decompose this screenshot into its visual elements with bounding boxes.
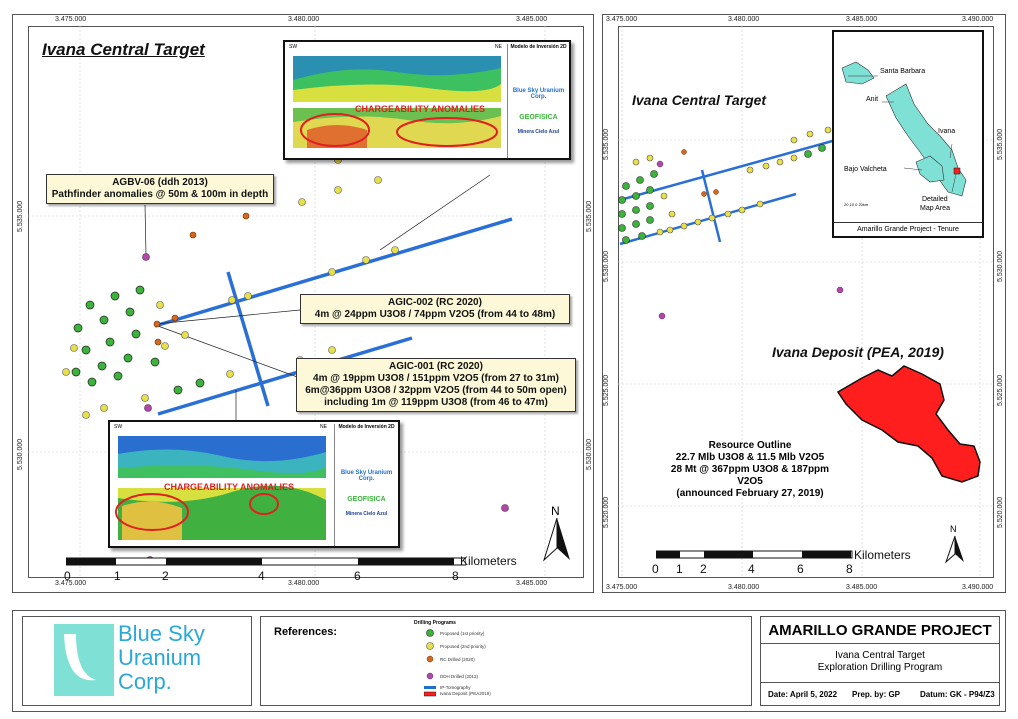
- right-scale-bar: [656, 550, 856, 560]
- ip-section-top-anomaly-label: CHARGEABILITY ANOMALIES: [355, 104, 486, 114]
- resource-line1: Resource Outline: [708, 440, 792, 451]
- callout-agic002-line2: 4m @ 24ppm U3O8 / 74ppm V2O5 (from 44 to 48m): [314, 309, 556, 320]
- ip-section-top-brand2: GEOFISICA: [519, 114, 558, 121]
- ip-section-bottom-sidebar: [334, 424, 398, 546]
- right-side-coord-2: 5.530.000: [603, 250, 610, 282]
- ip-section-bottom-brand1: Blue Sky Uranium Corp.: [340, 470, 393, 482]
- left-bottom-coord-2: 3.480.000: [288, 580, 320, 587]
- ip-section-top-sidebar: [507, 44, 569, 158]
- right-map-title: Ivana Central Target: [632, 92, 767, 108]
- callout-agbv06-line1: AGBV-06 (ddh 2013): [112, 177, 208, 188]
- right-side-coord-3: 5.525.000: [603, 374, 610, 406]
- inset-label-map-area: Map Area: [920, 205, 950, 212]
- legend-proposed-1st: Proposed (1st priority): [440, 631, 485, 636]
- left-side-coord-1: 5.535.000: [17, 200, 24, 232]
- right-top-coord-3: 3.485.000: [846, 16, 878, 23]
- right-top-coord-1: 3.475.000: [606, 16, 638, 23]
- left-bottom-coord-3: 3.485.000: [516, 580, 548, 587]
- logo-line3: Corp.: [118, 669, 172, 694]
- proposed-1st-left: [72, 286, 204, 394]
- right-scale-6: 6: [797, 562, 804, 576]
- callout-agic002: [300, 294, 570, 324]
- project-subtitle2: Exploration Drilling Program: [817, 662, 943, 673]
- inset-label-ivana: Ivana: [938, 128, 956, 135]
- left-side-coord-2r: 5.530.000: [586, 438, 593, 470]
- project-title: AMARILLO GRANDE PROJECT: [760, 622, 1000, 644]
- right-north-arrow: [944, 524, 966, 564]
- ip-section-top-model-title: Modelo de Inversión 2D: [510, 44, 567, 50]
- right-scale-4: 4: [748, 562, 755, 576]
- ip-section-bottom-anomaly-label: CHARGEABILITY ANOMALIES: [164, 482, 295, 492]
- left-side-coord-2: 5.530.000: [17, 438, 24, 470]
- left-top-coord-1: 3.475.000: [55, 16, 87, 23]
- right-top-coord-4: 3.490.000: [962, 16, 994, 23]
- right-side-coord-2r: 5.530.000: [997, 250, 1004, 282]
- left-top-coord-2: 3.480.000: [288, 16, 320, 23]
- blue-sky-logo-icon: [54, 624, 114, 696]
- rc-drilled-left: [154, 213, 249, 345]
- right-bottom-coord-2: 3.480.000: [728, 584, 760, 591]
- tenure-land-shapes: [834, 32, 984, 222]
- ip-section-bottom-company: Minera Cielo Azul: [345, 511, 388, 517]
- left-scale-1: 1: [114, 569, 121, 583]
- right-top-coord-2: 3.480.000: [728, 16, 760, 23]
- right-scale-2: 2: [700, 562, 707, 576]
- ip-section-top-brand1: Blue Sky Uranium Corp.: [512, 88, 565, 100]
- ip-section-bottom-brand2: GEOFISICA: [347, 496, 386, 503]
- callout-agic001-line4: including 1m @ 119ppm U3O8 (from 46 to 47m): [324, 397, 548, 408]
- deposit-title: Ivana Deposit (PEA, 2019): [772, 344, 944, 360]
- right-north-label: N: [950, 524, 957, 534]
- ip-section-top-ne: NE: [495, 44, 502, 50]
- inset-caption: Amarillo Grande Project - Tenure: [834, 222, 982, 233]
- right-bottom-coord-4: 3.490.000: [962, 584, 994, 591]
- tenure-inset-map: [832, 30, 984, 238]
- ip-section-bottom-ne: NE: [320, 424, 327, 430]
- inset-label-detailed: Detailed: [922, 196, 948, 203]
- right-scale-0: 0: [652, 562, 659, 576]
- right-bottom-coord-3: 3.485.000: [846, 584, 878, 591]
- resource-line3: 28 Mt @ 367ppm U3O8 & 187ppm V2O5: [670, 464, 830, 487]
- left-scale-4: 4: [258, 569, 265, 583]
- inset-scale: 20 10 0 20km: [844, 202, 869, 207]
- right-side-coord-4: 5.520.000: [603, 496, 610, 528]
- footer-logo-text: [118, 622, 205, 694]
- callout-agic002-line1: AGIC-002 (RC 2020): [388, 297, 482, 308]
- right-side-coord-1r: 5.535.000: [997, 128, 1004, 160]
- left-map-title: Ivana Central Target: [42, 40, 205, 59]
- right-side-coord-1: 5.535.000: [603, 128, 610, 160]
- left-scale-bar: [66, 556, 466, 568]
- right-scale-unit: Kilometers: [854, 548, 911, 562]
- left-scale-unit: Kilometers: [460, 554, 517, 568]
- left-top-coord-3: 3.485.000: [516, 16, 548, 23]
- resource-line2: 22.7 Mlb U3O8 & 11.5 Mlb V2O5: [675, 452, 825, 463]
- right-side-coord-4r: 5.520.000: [997, 496, 1004, 528]
- footer-prep: Prep. by: GP: [852, 690, 901, 699]
- legend-rc-drilled: RC Drilled (2020): [440, 657, 475, 662]
- callout-agic001: [296, 358, 576, 412]
- ivana-deposit-shape: [838, 366, 980, 482]
- left-scale-8: 8: [452, 569, 459, 583]
- callout-agic001-line2: 4m @ 19ppm U3O8 / 151ppm V2O5 (from 27 to 31m): [313, 373, 559, 384]
- legend-ivana-deposit: Ivana Deposit (PEA2019): [440, 691, 491, 696]
- footer-date: Date: April 5, 2022: [768, 690, 838, 699]
- left-scale-0: 0: [64, 569, 71, 583]
- ip-section-top-sw: SW: [289, 44, 298, 50]
- right-scale-8: 8: [846, 562, 853, 576]
- left-scale-6: 6: [354, 569, 361, 583]
- resource-outline: [660, 440, 840, 500]
- inset-label-anit: Anit: [866, 96, 879, 103]
- resource-line4: (announced February 27, 2019): [676, 488, 824, 499]
- legend-ip-tomography: IP-Tomography: [440, 685, 471, 690]
- project-subtitle1: Ivana Central Target: [835, 650, 925, 661]
- ddh-drilled-right: [657, 161, 843, 319]
- north-arrow-icon: [542, 518, 572, 562]
- callout-agic001-line3: 6m@36ppm U3O8 / 32ppm V2O5 (from 44 to 50m open): [305, 385, 567, 396]
- logo-line2: Uranium: [118, 645, 202, 670]
- ip-section-bottom: [108, 420, 400, 548]
- left-north-label: N: [551, 504, 560, 518]
- left-bottom-coord-1: 3.475.000: [55, 580, 87, 587]
- ip-section-top-company: Minera Cielo Azul: [517, 129, 560, 135]
- ip-section-bottom-model-title: Modelo de Inversión 2D: [338, 424, 395, 430]
- legend-title: Drilling Programs: [414, 620, 456, 626]
- legend-ddh-drilled: DDH Drilled (2013): [440, 674, 479, 679]
- callout-agbv06: [46, 174, 274, 204]
- callout-agic001-line1: AGIC-001 (RC 2020): [389, 361, 483, 372]
- callout-agbv06-line2: Pathfinder anomalies @ 50m & 100m in depth: [51, 189, 269, 200]
- ip-section-bottom-sw: SW: [114, 424, 123, 430]
- north-arrow-icon-right: [944, 536, 966, 564]
- inset-label-santa-barbara: Santa Barbara: [880, 68, 926, 75]
- left-scale-2: 2: [162, 569, 169, 583]
- left-north-arrow: [542, 504, 572, 564]
- footer-datum: Datum: GK - P94/Z3: [920, 690, 995, 699]
- right-scale-1: 1: [676, 562, 683, 576]
- references-title: References:: [274, 626, 337, 638]
- logo-line1: Blue Sky: [118, 621, 205, 646]
- inset-label-bajo-valcheta: Bajo Valcheta: [844, 166, 887, 173]
- ip-section-top: [283, 40, 571, 160]
- right-side-coord-3r: 5.525.000: [997, 374, 1004, 406]
- legend-proposed-2nd: Proposed (2nd priority): [440, 644, 486, 649]
- footer-meta-divider: [760, 682, 1000, 683]
- right-bottom-coord-1: 3.475.000: [606, 584, 638, 591]
- left-side-coord-1r: 5.535.000: [586, 200, 593, 232]
- legend-symbols: [424, 628, 436, 708]
